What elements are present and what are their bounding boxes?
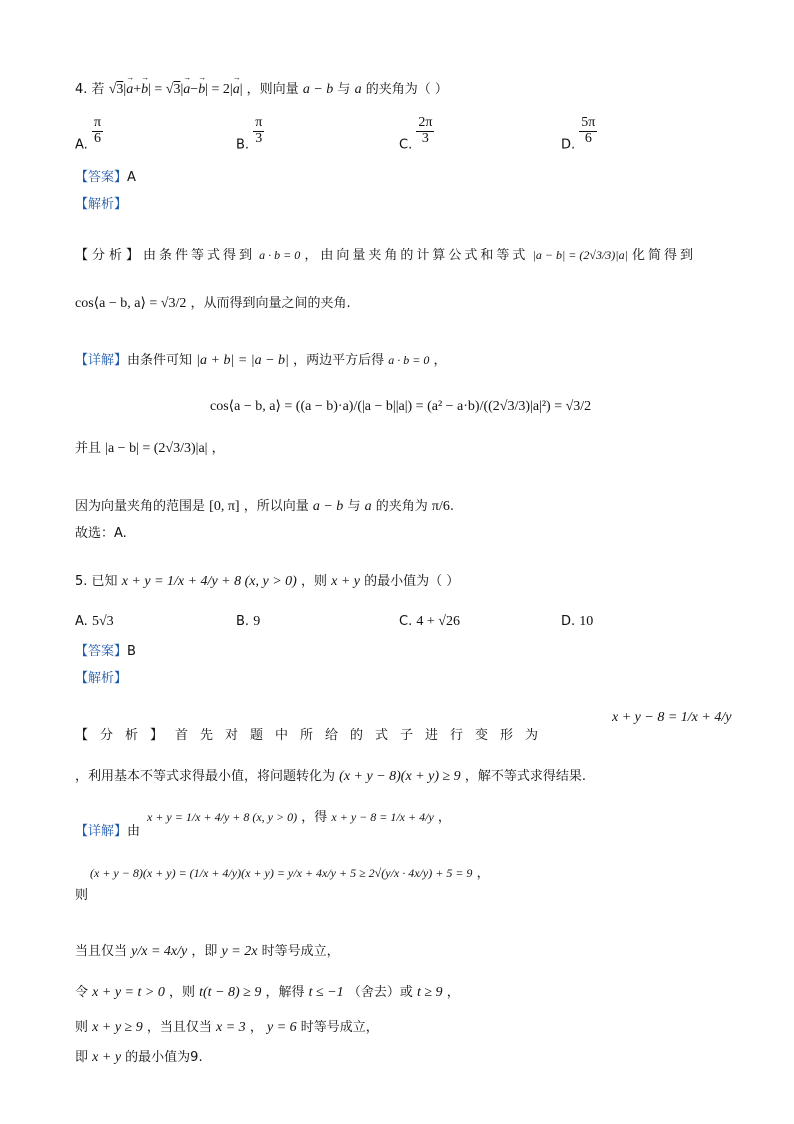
let-text-2: ，则 — [168, 985, 195, 1000]
fenxi-text-4: ，从而得到向量之间的夹角. — [190, 296, 351, 311]
fenxi-expr-3: cos⟨a − b, a⟩ = √3/2 — [75, 296, 187, 311]
q5-answer — [75, 640, 136, 659]
eq-text-2: ，即 — [191, 944, 218, 959]
range-expr: [0, π] — [209, 499, 240, 514]
detail-and: 并且 — [75, 441, 102, 456]
q4-option-d — [561, 116, 597, 153]
q4-mid-text-2: 与 — [337, 82, 351, 97]
let-text-4: （舍去）或 — [347, 985, 413, 1000]
q4-detail-cos — [210, 398, 591, 415]
option-label: B. — [236, 614, 250, 629]
fin-expr: x + y — [92, 1050, 122, 1065]
q5-analysis-tag — [75, 667, 127, 686]
range-text-2: ，所以向量 — [243, 499, 309, 514]
fenxi-expr-2: (x + y − 8)(x + y) ≥ 9 — [339, 769, 461, 784]
q4-choose — [75, 522, 127, 541]
res-expr-3: y = 6 — [266, 1020, 297, 1035]
option-text: 4 + √26 — [416, 614, 460, 629]
q5-fenxi-line2 — [75, 765, 586, 785]
fenxi-text-2: ，由向量夹角的计算公式和等式 — [304, 248, 529, 263]
res-text-1: 则 — [75, 1020, 89, 1035]
detail-text-3: ， — [433, 353, 447, 368]
detail-text-2: ，得 — [301, 810, 328, 825]
fenxi-expr-1: x + y − 8 = 1/x + 4/y — [612, 710, 732, 725]
detail-expr-2: a · b = 0 — [388, 353, 430, 367]
let-expr-3: t ≤ −1 — [308, 985, 344, 1000]
fin-text-2: 的最小值为9. — [125, 1050, 203, 1065]
q4-vector-1: a − b — [302, 82, 334, 97]
let-expr-4: t ≥ 9 — [416, 985, 443, 1000]
eq-text-3: 时等号成立， — [261, 944, 340, 959]
detail-expr-3: (x + y − 8)(x + y) = (1/x + 4/y)(x + y) = y/x + 4x/y + 5 ≥ 2√(y/x · 4x/y) + 5 = 9 — [90, 866, 473, 880]
answer-tag: 【答案】 — [75, 644, 128, 659]
fenxi-text-3: 化简得到 — [632, 248, 697, 263]
let-text-5: ， — [446, 985, 460, 1000]
res-text-3: ， — [249, 1020, 263, 1035]
fin-text-1: 即 — [75, 1050, 89, 1065]
detail-expr-1: x + y = 1/x + 4/y + 8 (x, y > 0) — [147, 810, 298, 824]
q5-target: x + y — [331, 574, 360, 589]
q4-option-b — [236, 116, 264, 153]
q5-option-c — [399, 614, 460, 630]
q4-answer — [75, 166, 136, 185]
q4-stem — [75, 78, 448, 98]
res-text-2: ，当且仅当 — [146, 1020, 212, 1035]
option-text: 9 — [253, 614, 261, 629]
q5-detail-expr1 — [147, 806, 451, 825]
option-label: C. — [399, 137, 413, 153]
q5-option-d — [561, 614, 593, 630]
detail-text-4: ， — [476, 866, 490, 881]
res-expr-2: x = 3 — [216, 1020, 246, 1035]
q5-mid-text: ，则 — [300, 574, 327, 589]
detail-text-3: ， — [437, 810, 451, 825]
fenxi-text-1: 由条件等式得到 — [143, 248, 256, 263]
q5-option-a — [75, 614, 114, 630]
option-label: D. — [561, 614, 576, 629]
range-text-4: 的夹角为 — [375, 499, 428, 514]
eq-expr-2: y = 2x — [221, 944, 258, 959]
res-text-4: 时等号成立， — [300, 1020, 379, 1035]
q5-result-line — [75, 1016, 379, 1036]
detail-tag: 【详解】 — [75, 353, 128, 368]
q4-mid-text: ，则向量 — [246, 82, 299, 97]
q4-number: 4. 若 — [75, 82, 105, 97]
q5-stem — [75, 570, 459, 590]
range-vector-2: a — [364, 499, 372, 514]
q5-detail-line1 — [75, 820, 140, 839]
range-text-1: 因为向量夹角的范围是 — [75, 499, 206, 514]
fenxi-tag: 【分析】 — [75, 728, 176, 743]
option-text: 10 — [579, 614, 594, 629]
answer-tag: 【答案】 — [75, 170, 128, 185]
q4-vector-2: a — [354, 82, 362, 97]
q5-final-line — [75, 1046, 203, 1066]
q4-fenxi-line1 — [75, 244, 696, 263]
eq-text-1: 当且仅当 — [75, 944, 128, 959]
res-expr-1: x + y ≥ 9 — [92, 1020, 143, 1035]
q5-detail-line2 — [75, 884, 88, 903]
range-answer: π/6 — [431, 499, 450, 514]
q4-option-c — [399, 116, 434, 153]
detail-expr-3: |a − b| = (2√3/3)|a| — [105, 441, 208, 456]
fenxi-text-2: ，利用基本不等式求得最小值，将问题转化为 — [75, 769, 336, 784]
q4-range-line: 因为向量夹角的范围是 [0, π] ，所以向量 a − b 与 a 的夹角为 π/6. — [75, 499, 455, 514]
fenxi-expr-1: a · b = 0 — [259, 248, 301, 262]
q4-detail-line2: 并且 |a − b| = (2√3/3)|a| ， — [75, 441, 225, 456]
q5-fenxi-line1 — [75, 724, 550, 743]
q4-analysis-tag — [75, 193, 127, 212]
choose-text: 故选：A. — [75, 526, 127, 541]
option-label: A. — [75, 614, 88, 629]
q4-detail-line1 — [75, 349, 446, 369]
option-fraction: $\frac{2\pi}{3}$ — [418, 115, 433, 146]
fenxi-tag: 【分析】 — [75, 248, 144, 263]
let-expr-2: t(t − 8) ≥ 9 — [199, 985, 262, 1000]
detail-text-1: 由条件可知 — [127, 353, 193, 368]
analysis-tag: 【解析】 — [75, 197, 128, 212]
let-expr-1: x + y = t > 0 — [92, 985, 165, 1000]
answer-value: A — [127, 170, 136, 185]
q4-option-a — [75, 116, 103, 153]
q5-suffix: 的最小值为（ ） — [364, 574, 460, 589]
option-fraction: $\frac{\pi}{6}$ — [93, 115, 102, 146]
detail-expr-1: |a + b| = |a − b| — [196, 353, 289, 368]
q5-detail-expr3 — [90, 862, 490, 881]
q5-fenxi-expr1 — [612, 710, 731, 726]
answer-value: B — [127, 644, 136, 659]
detail-then: 则 — [75, 888, 89, 903]
option-label: B. — [236, 137, 250, 153]
q5-equality-line — [75, 940, 340, 960]
let-text-3: ，解得 — [265, 985, 305, 1000]
q4-condition-render: √3|→ a+→ b| = √3|→ a−→ b| = 2|→ a| — [109, 82, 243, 97]
q4-fenxi-line2 — [75, 292, 351, 312]
detail-tag: 【详解】 — [75, 824, 128, 839]
detail-expr-2: x + y − 8 = 1/x + 4/y — [331, 810, 434, 824]
fenxi-text-3: ，解不等式求得结果. — [464, 769, 586, 784]
q5-option-b — [236, 614, 260, 630]
range-text-3: 与 — [347, 499, 361, 514]
eq-expr-1: y/x = 4x/y — [131, 944, 188, 959]
let-text-1: 令 — [75, 985, 89, 1000]
range-vector-1: a − b — [312, 499, 344, 514]
q5-let-line — [75, 981, 460, 1001]
option-fraction: $\frac{\pi}{3}$ — [255, 115, 263, 146]
option-label: C. — [399, 614, 413, 629]
option-label: D. — [561, 137, 576, 153]
detail-text-1: 由 — [127, 824, 141, 839]
analysis-tag: 【解析】 — [75, 671, 128, 686]
option-fraction: $\frac{5\pi}{6}$ — [581, 115, 596, 146]
option-text: 5√3 — [91, 614, 114, 629]
detail-text-2: ，两边平方后得 — [293, 353, 385, 368]
fenxi-expr-2: |a − b| = (2√3/3)|a| — [532, 248, 628, 262]
fenxi-text-1: 首先对题中所给的式子进行变形为 — [175, 728, 551, 743]
q5-condition: x + y = 1/x + 4/y + 8 (x, y > 0) — [121, 574, 297, 589]
q4-suffix: 的夹角为（ ） — [365, 82, 448, 97]
option-label: A. — [75, 137, 88, 153]
q5-number: 5. 已知 — [75, 574, 118, 589]
detail-expr-4: cos⟨a − b, a⟩ = ((a − b)·a)/(|a − b||a|) = (a² − a·b)/((2√3/3)|a|²) = √3/2 — [210, 399, 592, 414]
